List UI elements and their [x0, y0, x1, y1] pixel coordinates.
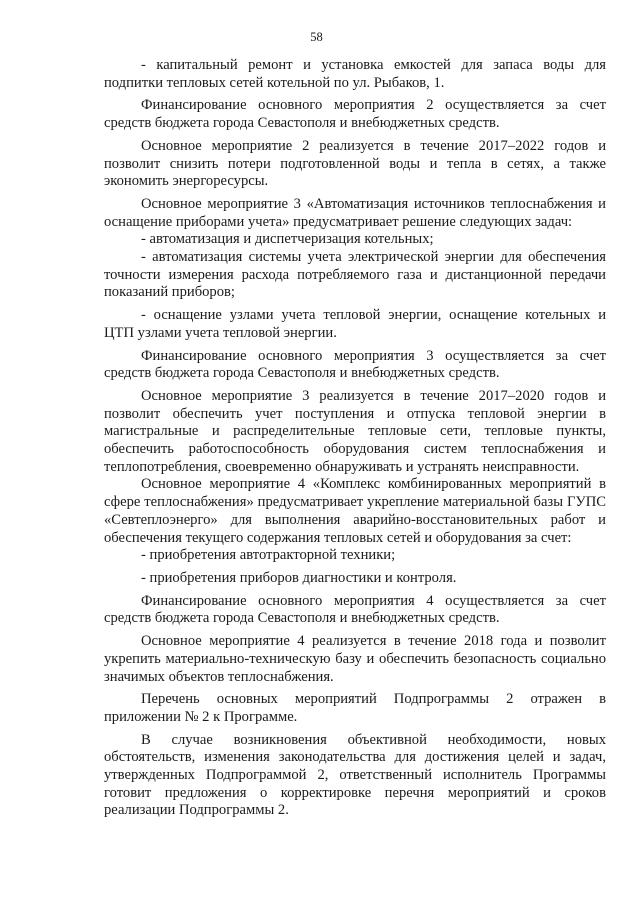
paragraph: Основное мероприятие 4 «Комплекс комбинированных мероприятий в сфере теплоснабжения» предусматривает укрепление материальной базы ГУПС «Севтеплоэнерго» для выполнения аварийно-восстановительных работ и обеспечения текущего содержания тепловых сетей и оборудования за счет:: [104, 476, 606, 546]
list-item: - автоматизация системы учета электрической энергии для обеспечения точности измерения расхода потребляемого газа и дистанционной передачи показаний приборов;: [104, 249, 606, 301]
list-item: - оснащение узлами учета тепловой энергии, оснащение котельных и ЦТП узлами учета тепловой энергии.: [104, 307, 606, 341]
list-item: - приобретения автотракторной техники;: [141, 547, 396, 564]
paragraph: Основное мероприятие 4 реализуется в течение 2018 года и позволит укрепить материально-техническую базу и обеспечить безопасность социально значимых объектов теплоснабжения.: [104, 633, 606, 685]
paragraph: Финансирование основного мероприятия 2 осуществляется за счет средств бюджета города Севастополя и внебюджетных средств.: [104, 97, 606, 132]
list-item: - приобретения приборов диагностики и контроля.: [141, 569, 457, 586]
paragraph: Основное мероприятие 3 реализуется в течение 2017–2020 годов и позволит обеспечить учет поступления и отпуска тепловой энергии в магистральные и распределительные тепловые сети, тепловые пункты, обеспечить работоспособность оборудования систем теплоснабжения и теплопотребления, своевременно обнаруживать и устранять неисправности.: [104, 387, 606, 475]
paragraph: В случае возникновения объективной необходимости, новых обстоятельств, изменения законодательства для достижения целей и задач, утвержденных Подпрограммой 2, ответственный исполнитель Программы готовит предложения о корректировке перечня мероприятий и сроков реализации Подпрограммы 2.: [104, 731, 606, 819]
paragraph: Основное мероприятие 3 «Автоматизация источников теплоснабжения и оснащение приборами учета» предусматривает решение следующих задач:: [104, 195, 606, 230]
paragraph: - капитальный ремонт и установка емкостей для запаса воды для подпитки тепловых сетей котельной по ул. Рыбаков, 1.: [104, 57, 606, 91]
paragraph: Основное мероприятие 2 реализуется в течение 2017–2022 годов и позволит снизить потери подготовленной воды и тепла в сетях, а также экономить энергоресурсы.: [104, 137, 606, 190]
document-body: [104, 57, 606, 820]
page-number: 58: [310, 30, 323, 44]
paragraph: Финансирование основного мероприятия 4 осуществляется за счет средств бюджета города Севастополя и внебюджетных средств.: [104, 592, 606, 627]
paragraph: Перечень основных мероприятий Подпрограммы 2 отражен в приложении № 2 к Программе.: [104, 691, 606, 725]
list-item: - автоматизация и диспетчеризация котельных;: [141, 231, 434, 248]
paragraph: Финансирование основного мероприятия 3 осуществляется за счет средств бюджета города Севастополя и внебюджетных средств.: [104, 347, 606, 382]
